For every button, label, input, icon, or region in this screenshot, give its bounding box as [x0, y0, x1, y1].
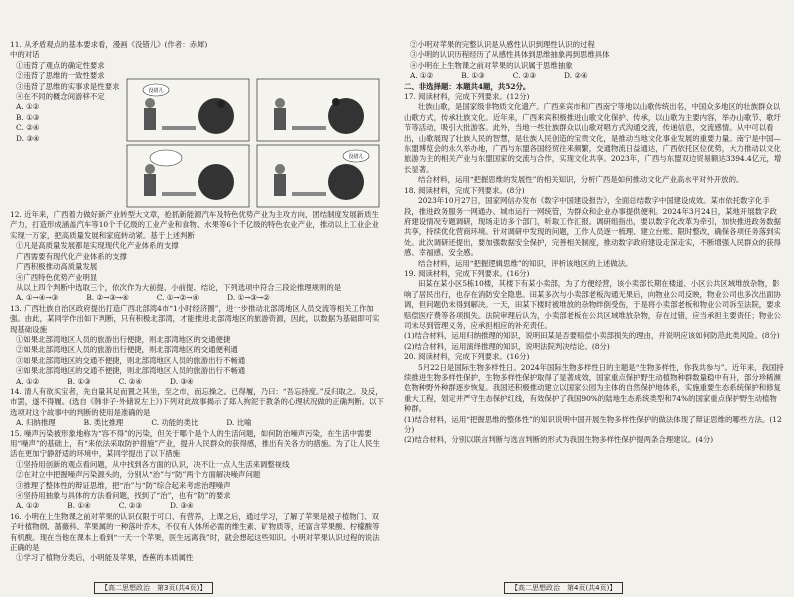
- cartoon-panel-1: [126, 78, 250, 142]
- q15-option: ②在对立中把握噪声污染源头的，分别从“治”与“防”两个方面解决噪声问题: [16, 470, 261, 480]
- q16-option: ④小明在上生物课之前对苹果的认识属于思维抽象: [410, 60, 573, 70]
- q14-stem: 14. 清人有欲买宝者，先自量其足而置之其坐，至之市，而忘操之。已得履，乃曰：“吾忘持度。”反归取之。及反，市罢，遂不得履。(选自《韩非子·外储说左上》)下列对此故事揭示了郑人拘泥于教条的心理状况做的正确判断。以下选项对这个故事中的判断的使用是准确的是: [10, 386, 384, 417]
- q20-material: 5月22日是国际生物多样性日。2024年国际生物多样性日的主题是“生物多样性，你我共参与”。近年来，我国持续推进生物多样性保护，生物多样性保护取得了显著成效，国家重点保护野生动植物种群数量稳中有升，部分珍稀濒危物种野外种群逐步恢复。我国还积极推动建立以国家公园为主体的自然保护地体系，实施重要生态系统保护和修复重大工程，划定并严守生态保护红线，有效保护了我国90%的陆地生态系统类型和74%的国家重点保护野生动植物种群。: [404, 362, 784, 414]
- cartoon-panel-2: [256, 78, 380, 142]
- cartoon-bubble-1: 没错儿: [148, 88, 164, 95]
- q15-choice-c: C. ②③: [118, 501, 143, 511]
- q15-option: ③推理了整体性的辩证思维，把“治”与“防”综合起来考虑治理噪声: [16, 480, 231, 490]
- q16-choices: [404, 71, 784, 81]
- cartoon-figure: [126, 78, 386, 142]
- cartoon-bubble-4: 没错儿: [348, 154, 364, 161]
- q13-choice-c: C. ②④: [118, 376, 143, 386]
- q13-choice-d: D. ③④: [170, 376, 194, 386]
- q12-stem: 12. 近年来，广西着力做好新产业转型大文章，抢抓新能源汽车及特色优势产业为主攻方向，团结制度发展新质生产力，打造形成涵盖汽车等10个千亿级的工业产业和食物、水果等6个千亿级的特色农业产业，推动以上工业企业实现一万家，把高质量发展和家庭转动紧。基于上述判断: [10, 210, 379, 240]
- q11-choice-d: D. ③④: [16, 133, 40, 143]
- q15-choice-b: B. ①④: [67, 501, 91, 511]
- q19-task-1: (1)结合材料，运用归纳推理的知识，说明田某是否要赔偿小卖部损失的理由，并说明应该如何防范此类风险。(8分): [404, 331, 780, 341]
- q12-option: ①凡是高质量发展都是实现现代化产业体系的支撑: [16, 241, 179, 251]
- q11-choice-c: C. ②④: [16, 123, 40, 133]
- q15-option: ①坚持用创新的观点看问题，从中找到各方面的认识，决不让一点人生活来调整视线: [16, 459, 290, 469]
- q13-choices: [10, 377, 386, 387]
- q16-choice-a: A. ①②: [410, 71, 434, 81]
- q17-heading: 17. 阅读材料，完成下列要求。(12分): [404, 92, 530, 102]
- q11-option: ③违背了思维的实事求是性要求: [16, 81, 120, 91]
- q19-material: 田某在某小区5栋10楼，其楼下有某小卖部，为了方便经营，该小卖部长期在楼道、小区公共区域堆放杂物，影响了居民出行，也存在消防安全隐患。田某多次与小卖部老板沟通无果后，向物业公司反映，物业公司也多次出面协调，但问题仍未得到解决。一天，田某下楼时被堆放的杂物绊倒受伤，于是将小卖部老板和物业公司诉至法院，要求赔偿医疗费等各项损失。法院审理后认为，小卖部老板在公共区域堆放杂物，存在过错，应当承担主要责任；物业公司未尽到管理义务，应承担相应的补充责任。: [404, 279, 781, 330]
- q12-choice-a: A. ①→④→③: [16, 293, 59, 303]
- q13-option: ③如果北部湾地区的交通不便捷，则北部湾地区人员的旅游出行不畅通: [16, 355, 246, 365]
- q15-option: ④坚持用抽象与具体的方法看问题，找到了“治”，也有“防”的要求: [16, 491, 231, 501]
- q15-choice-a: A. ①②: [16, 501, 40, 511]
- q18-material: 2023年10月27日，国家网信办发布《数字中国建设报告》，全面总结数字中国建设成效。某市依托数字化手段，推进政务服务一网通办、城市运行一网统管，为群众和企业办事提供便利。2024年3月24日，某地开展数字政府建设情况专题调研，现场走访多个部门，听取工作汇报。调研组指出，要以数字化改革为牵引，加快推进政务数据共享，持续优化营商环境。针对调研中发现的问题，工作人员逐一梳理、建立台账、限时整改，确保各项任务落到实处。此次调研还提出，要加强数据安全保护，完善相关制度，推动数字政府建设走深走实，不断增强人民群众的获得感、幸福感、安全感。: [404, 196, 781, 258]
- q20-task-2: (2)结合材料，分别以联言判断与选言判断的形式为我国生物多样性保护提两条合理建议。(4分): [404, 435, 714, 445]
- q11-option: ②违背了思维的一致性要求: [16, 71, 105, 81]
- q12-option: 广西积极推动高质量发展: [16, 262, 98, 272]
- q12-choice-d: D. ①→③→②: [227, 293, 270, 303]
- q14-choice-a: A. 归纳推理: [16, 418, 56, 428]
- q17-task: 结合材料，运用“把握思维的发展性”的相关知识，分析广西是如何推动文化产业高水平对外开放的。: [418, 175, 744, 185]
- q15-choices: [10, 501, 386, 511]
- left-column: [10, 40, 386, 564]
- q12-option: ④广西特色优势产业明显: [16, 272, 98, 282]
- q18-task: 结合材料，运用“把握逻辑思维”的知识，评析该地区的上述做法。: [418, 258, 633, 268]
- q11-stem-2: 中的对话: [10, 50, 40, 60]
- q15-choice-d: D. ③④: [170, 501, 194, 511]
- section-heading: 二、非选择题：本题共4题，共52分。: [404, 81, 531, 91]
- q11-choice-b: B. ①③: [16, 112, 40, 122]
- q11-stem: 11. 从矛盾观点的基本要求看，漫画《没错儿》(作者：赤犀): [10, 40, 208, 49]
- q20-heading: 20. 阅读材料，完成下列要求。(16分): [404, 352, 530, 362]
- cartoon-panel-4: [256, 144, 380, 208]
- q12-option: 广西需要有现代化产业体系的支撑: [16, 251, 127, 261]
- q11-option: ①违背了观点的确定性要求: [16, 60, 105, 70]
- q13-choice-b: B. ①③: [67, 376, 91, 386]
- q16-choice-b: B. ①③: [461, 71, 485, 81]
- q14-choice-c: C. 功能的类比: [151, 418, 199, 428]
- q19-heading: 19. 阅读材料，完成下列要求。(16分): [404, 268, 530, 278]
- q16-option: ②小明对苹果的完整认识是从感性认识到理性认识的过程: [410, 40, 595, 49]
- q12-choices: [10, 293, 386, 303]
- q13-stem: 13. 广西壮族自治区政府提出打造广西北部湾4市“1小时经济圈”，进一步推动北部湾地区人员交流等相关工作加强。由此，某同学作出如下判断，只有积极北部湾，才能推进北部湾地区的旅游资源，因此，以数据为基础即可实现基础设施: [10, 303, 380, 334]
- q16-option: ①学习了植物分类后，小明能及苹果，香蕉的本质属性: [16, 553, 194, 563]
- q16-option: ③小明的认识历程经历了从感性具体到思维抽象再到思维具体: [410, 50, 610, 60]
- q16-choice-d: D. ②④: [564, 71, 588, 81]
- q11-option: ④在不同的概念间游移不定: [16, 92, 105, 102]
- q15-stem: 15. 噪声污染被形象地称为“容不得”的污染，但关于哪个是个人的生活问题，如何防治噪声污染，在生活中需要用“噪声”的基础上，有“来依法采取防护措施”产业，提升人民群众的获得感，推出有关各方的措施。为了让人民生活在更加宁静舒适的环境中，某同学提出了以下措施: [10, 428, 380, 459]
- q13-choice-a: A. ①②: [16, 376, 40, 386]
- cartoon-figure-row-2: [126, 144, 386, 208]
- q16-stem: 16. 小明在上生物课之前对苹果的认识仅限于可口、有营养，上课之后，通过学习，了解了苹果是被子植物门、双子叶植物纲、蔷薇科、苹果属的一种落叶乔木，不仅有人体所必需的维生素、矿物质等，还富含苹果酸、柠檬酸等有机酸。现在当他在课本上看到“一天一个苹果，医生远离我”时，就会想起这些知识。小明对苹果认识过程的说法正确的是: [10, 511, 380, 553]
- q17-material: 壮族山歌，是国家级非物质文化遗产。广西来宾市和广西南宁等地以山歌传统出名，中国众多地区的壮族群众以山歌方式，传承壮族文化。近年来，广西来宾积极推进山歌文化保护、传承，以山歌为主要内容，举办山歌节、歌圩节等活动，吸引大批游客。此外，当地一些壮族群众以山歌对唱方式沟通交流，传递信息，交流感情。从中可以看出，山歌展现了壮族人民的智慧，是壮族人民创造的宝贵文化，是推动当地文化事业发展的重要力量。南宁是中国—东盟博览会的永久举办地，广西与东盟各国经贸往来频繁，交通物流日益通达，广西依托区位优势，大力推动以文化旅游为主的相关产业与东盟国家的交流与合作，实现文化共享。2023年，广西与东盟双边贸易额达3394.4亿元，增长显著。: [404, 102, 782, 174]
- cartoon-panel-3: [126, 144, 250, 208]
- q14-choice-d: D. 比喻: [226, 418, 252, 428]
- q20-task-1: (1)结合材料，运用“把握思维的整体性”的知识说明中国开展生物多样性保护的做法体现了辩证思维的哪些方法。(12分): [404, 414, 782, 435]
- page-footer-left: 【高二思想政治 第3页(共4页)】: [94, 582, 213, 594]
- q12-choice-c: C. ①→②→④: [156, 293, 200, 303]
- q16-choice-c: C. ②③: [512, 71, 537, 81]
- q12-note: 从以上四个判断中选取三个，依次作为大前提、小前提、结论，下列选项中符合三段论推理规则的是: [16, 282, 342, 292]
- q18-heading: 18. 阅读材料，完成下列要求。(8分): [404, 185, 525, 195]
- right-column: [404, 40, 784, 446]
- q11-choice-a: A. ①②: [16, 102, 40, 112]
- page-footer-right: 【高二思想政治 第4页(共4页)】: [504, 582, 623, 594]
- q14-choices: [10, 418, 386, 428]
- q12-choice-b: B. ②→③→④: [86, 293, 129, 303]
- q13-option: ④如果北部湾地区的交通不便捷，则北部湾地区人员的旅游出行不畅通: [16, 366, 246, 376]
- q13-option: ①如果北部湾地区人员的旅游出行便捷，则北部湾地区的交通便捷: [16, 334, 231, 344]
- q14-choice-b: B. 类比推理: [83, 418, 124, 428]
- q13-option: ②如果北部湾地区人员的旅游出行便捷，则北部湾地区的交通便利通: [16, 345, 238, 355]
- q19-task-2: (2)结合材料，运用演绎推理的知识，说明法院判决结论。(8分): [404, 341, 610, 351]
